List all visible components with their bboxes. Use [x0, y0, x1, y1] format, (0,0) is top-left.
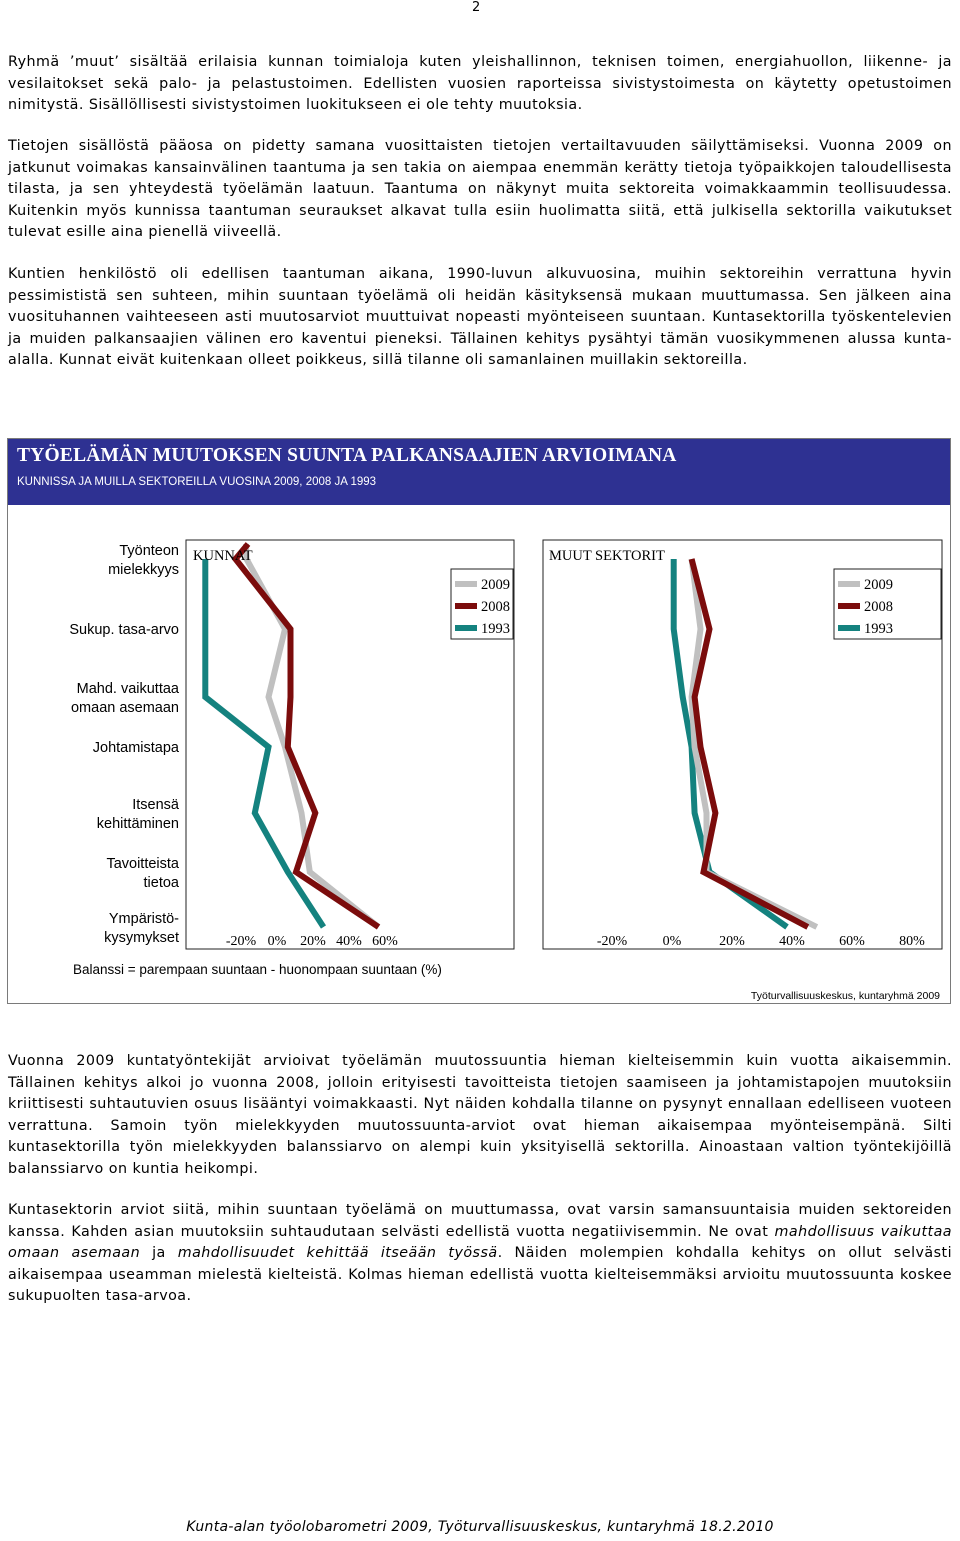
paragraph-5-emphasis-1: mahdollisuus vaikuttaa omaan asemaan: [8, 1223, 952, 1261]
category-label: Ympäristö-: [108, 911, 179, 927]
category-label: Sukup. tasa-arvo: [69, 622, 179, 638]
category-label: mielekkyys: [108, 562, 179, 578]
paragraph-1: Ryhmä ’muut’ sisältää erilaisia kunnan toimialoja kuten yleishallinnon, teknisen toimen, energiahuollon, liikenne- ja vesilaitokset sekä palo- ja pelastustoimen. Edellisten vuosien raporteissa sivistystoimesta on käytetty opetustoimen nimitystä. Sisällöllisesti sivistystoimen luokitukseen ei ole tehty muutoksia.: [8, 54, 952, 113]
x-tick-label: 0%: [662, 934, 682, 949]
series-line-2009: [692, 559, 817, 927]
legend-label-2008: 2008: [864, 599, 893, 615]
category-label: Johtamistapa: [92, 740, 179, 756]
paragraph-4: Vuonna 2009 kuntatyöntekijät arvioivat työelämän muutossuuntia hieman kielteisemmin kuin vuotta aikaisemmin. Tällainen kehitys alkoi jo vuonna 2008, jolloin erityisesti tavoitteista tietojen saamiseen ja johtamistapojen muutoksiin kriittisesti suhtautuvien osuus lisääntyi voimakkaasti. Nyt näiden kohdalla tilanne on pysynyt ennallaan edelliseen vuoteen verrattuna. Samoin työn mielekkyyden muutossuunta-arviot ovat hieman aikaisempaa myönteisempänä. Silti kuntasektorilla työn mielekkyyden balanssiarvo on alempi kuin yksityisellä sektorilla. Ainoastaan valtion työntekijöillä balanssiarvo on kuntia heikompi.: [8, 1053, 952, 1177]
legend-label-2009: 2009: [864, 577, 893, 593]
x-tick-label: 20%: [300, 934, 326, 949]
series-line-1993: [205, 559, 323, 927]
chart-labels-layer: [69, 543, 925, 949]
legend-label-1993: 1993: [481, 621, 510, 637]
series-line-2008: [692, 559, 808, 927]
x-tick-label: 40%: [779, 934, 805, 949]
series-line-1993: [674, 559, 787, 927]
category-label: kehittäminen: [96, 816, 179, 832]
legend-label-2008: 2008: [481, 599, 510, 615]
category-label: Mahd. vaikuttaa: [76, 681, 179, 697]
x-tick-label: 60%: [372, 934, 398, 949]
paragraph-5-part-b: ja: [140, 1245, 178, 1261]
figure-chart-svg: [8, 439, 950, 1003]
x-tick-label: 0%: [267, 934, 287, 949]
category-label: Tavoitteista: [106, 856, 179, 872]
paragraph-5-part-c: . Näiden molempien kohdalla kehitys on ollut selvästi aikaisempaa useamman mielestä kielteistä. Kolmas hieman edellistä vuotta kielteisemmäksi arvioitu muutossuunta koskee sukupuolten tasa-arvoa.: [8, 1245, 957, 1304]
page-footer: Kunta-alan työolobarometri 2009, Työturvallisuuskeskus, kuntaryhmä 18.2.2010: [186, 1519, 774, 1535]
category-label: kysymykset: [104, 930, 179, 946]
paragraph-2: Tietojen sisällöstä pääosa on pidetty samana vuosittaisten tietojen vertailtavuuden säilyttämiseksi. Vuonna 2009 on jatkunut voimakas kansainvälinen taantuma ja sen takia on aiempaa enemmän kerätty tietoja työpaikkojen taloudellisesta tilasta, ja sen yhteydestä työelämän laatuun. Taantuma on näkynyt muita sektoreita voimakkaammin teollisuudessa. Kuitenkin myös kunnissa taantuman seuraukset alkavat tulla esiin huolimatta siitä, että julkisella sektorilla vaikutukset tulevat esille aina pienellä viiveellä.: [8, 138, 952, 240]
x-tick-label: 80%: [899, 934, 925, 949]
x-tick-label: -20%: [225, 934, 257, 949]
paragraph-5-part-a: Kuntasektorin arviot siitä, mihin suuntaan työelämä on muuttumassa, ovat varsin samansuuntaisia muiden sektoreiden kanssa. Kahden asian muutoksiin suhtaudutaan selvästi edellistä vuotta negatiivisemmin. Ne ovat: [8, 1202, 957, 1240]
category-label: Itsensä: [132, 797, 179, 813]
figure-work-life-change: [7, 438, 951, 1004]
legend-label-2009: 2009: [481, 577, 510, 593]
page-number: 2: [472, 0, 481, 15]
panel-title: MUUT SEKTORIT: [549, 548, 665, 564]
category-label: Työnteon: [119, 543, 179, 559]
category-label: omaan asemaan: [70, 700, 179, 716]
figure-title: TYÖELÄMÄN MUUTOKSEN SUUNTA PALKANSAAJIEN ARVIOIMANA: [17, 445, 677, 466]
x-axis-title: Balanssi = parempaan suuntaan - huonompaan suuntaan (%): [73, 962, 442, 977]
figure-subtitle: KUNNISSA JA MUILLA SEKTOREILLA VUOSINA 2009, 2008 JA 1993: [17, 476, 377, 488]
figure-source: Työturvallisuuskeskus, kuntaryhmä 2009: [750, 990, 940, 1002]
x-tick-label: 20%: [719, 934, 745, 949]
legend-label-1993: 1993: [864, 621, 893, 637]
x-tick-label: -20%: [596, 934, 628, 949]
paragraph-5-emphasis-2: mahdollisuudet kehittää itseään työssä: [177, 1245, 498, 1261]
x-tick-label: 60%: [839, 934, 865, 949]
x-tick-label: 40%: [336, 934, 362, 949]
paragraph-3: Kuntien henkilöstö oli edellisen taantuman aikana, 1990-luvun alkuvuosina, muihin sektoreihin verrattuna hyvin pessimististä sen suhteen, mihin suuntaan työelämä oli heidän käsityksensä mukaan muuttumassa. Sen jälkeen aina vuosituhannen vaihteeseen asti muutosarviot muuttuivat nopeasti myönteiseen suuntaan. Kuntasektorilla työskentelevien ja muiden palkansaajien välinen ero kaventui pieneksi. Tällainen kehitys pysähtyi tämän vuosikymmenen alussa kunta-alalla. Kunnat eivät kuitenkaan olleet poikkeus, sillä tilanne oli samanlainen muillakin sektoreilla.: [8, 266, 952, 368]
paragraph-5: [8, 1200, 957, 1308]
panel-title: KUNNAT: [193, 548, 253, 564]
category-label: tietoa: [143, 875, 179, 891]
